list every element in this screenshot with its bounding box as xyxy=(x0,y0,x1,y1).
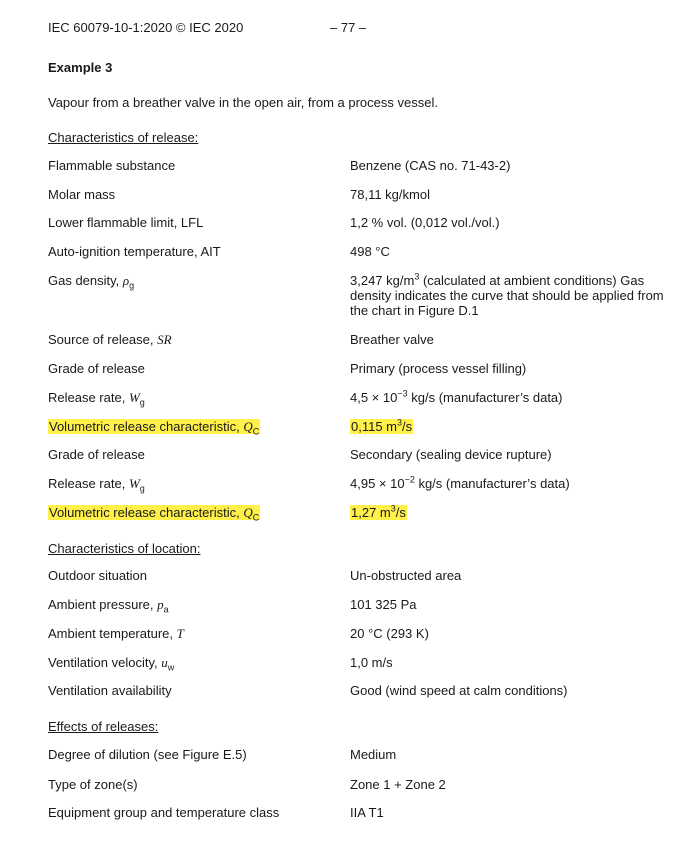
source-of-release-label: Source of release, SR xyxy=(48,332,172,347)
ambient-pressure-label: Ambient pressure, $p_a$ xyxy=(48,597,169,615)
ambient-temperature-label: Ambient temperature, T xyxy=(48,626,184,641)
example-title: Example 3 xyxy=(48,60,113,75)
ventilation-availability-label: Ventilation availability xyxy=(48,683,172,698)
gas-density-label: Gas density, $\rho_g$ xyxy=(48,273,135,291)
molar-mass-label: Molar mass xyxy=(48,187,116,202)
lfl-label: Lower flammable limit, LFL xyxy=(48,215,204,230)
source-of-release-value: Breather valve xyxy=(350,332,434,347)
substance-label: Flammable substance xyxy=(48,158,176,173)
equipment-group-label: Equipment group and temperature class xyxy=(48,805,280,820)
type-of-zone-value: Zone 1 + Zone 2 xyxy=(350,777,446,792)
gas-density-symbol: ρ xyxy=(122,273,130,288)
grade-of-release-primary-value: Primary (process vessel filling) xyxy=(350,361,527,376)
page-number: – 77 – xyxy=(330,20,367,35)
grade-of-release-secondary-label: Grade of release xyxy=(48,447,145,462)
volumetric-release-primary-label: Volumetric release characteristic, $Q_C$ xyxy=(49,419,260,437)
release-rate-primary-value: $4,5 \times 10^{-3}$ kg/s (manufacturer’s data) xyxy=(350,388,563,405)
example-intro: Vapour from a breather valve in the open air, from a process vessel. xyxy=(48,95,438,110)
outdoor-situation-label: Outdoor situation xyxy=(48,568,148,583)
release-rate-secondary-value: $4,95 \times 10^{-2}$ kg/s (manufacturer’s data) xyxy=(350,474,570,491)
location-section-heading: Characteristics of location: xyxy=(48,541,201,556)
volumetric-release-primary-value: 0,115 $m^3/s$ xyxy=(351,417,413,434)
grade-of-release-secondary-value: Secondary (sealing device rupture) xyxy=(350,447,552,462)
ventilation-velocity-value: 1,0 m/s xyxy=(350,655,393,670)
volumetric-release-secondary-value: 1,27 $m^3/s$ xyxy=(351,503,406,520)
release-section-heading: Characteristics of release: xyxy=(48,130,199,145)
ventilation-velocity-label: Ventilation velocity, $u_w$ xyxy=(48,655,175,673)
type-of-zone-label: Type of zone(s) xyxy=(48,777,138,792)
release-rate-primary-label: Release rate, $W_g$ xyxy=(48,390,145,408)
release-rate-secondary-label: Release rate, $W_g$ xyxy=(48,476,145,494)
ambient-temperature-value: 20 °C (293 K) xyxy=(350,626,429,641)
degree-of-dilution-label: Degree of dilution (see Figure E.5) xyxy=(48,747,247,762)
molar-mass-value: 78,11 kg/kmol xyxy=(350,187,430,202)
grade-of-release-primary-label: Grade of release xyxy=(48,361,145,376)
volumetric-release-secondary-label: Volumetric release characteristic, $Q_C$ xyxy=(49,505,260,523)
outdoor-situation-value: Un-obstructed area xyxy=(350,568,462,583)
ambient-pressure-value: 101 325 Pa xyxy=(350,597,417,612)
degree-of-dilution-value: Medium xyxy=(350,747,397,762)
ventilation-availability-value: Good (wind speed at calm conditions) xyxy=(350,683,568,698)
gas-density-value: 3,247 $kg/m^3$ (calculated at ambient conditions) Gas density indicates the curve that should be applied from the chart in Figure D.1 xyxy=(350,271,664,318)
equipment-group-value: IIA T1 xyxy=(350,805,384,820)
ait-label: Auto-ignition temperature, AIT xyxy=(48,244,221,259)
ait-value: 498 °C xyxy=(350,244,390,259)
lfl-value: 1,2 % vol. (0,012 vol./vol.) xyxy=(350,215,500,230)
substance-value: Benzene (CAS no. 71-43-2) xyxy=(350,158,511,173)
document-header-reference: IEC 60079-10-1:2020 © IEC 2020 xyxy=(48,20,244,35)
effects-section-heading: Effects of releases: xyxy=(48,719,159,734)
